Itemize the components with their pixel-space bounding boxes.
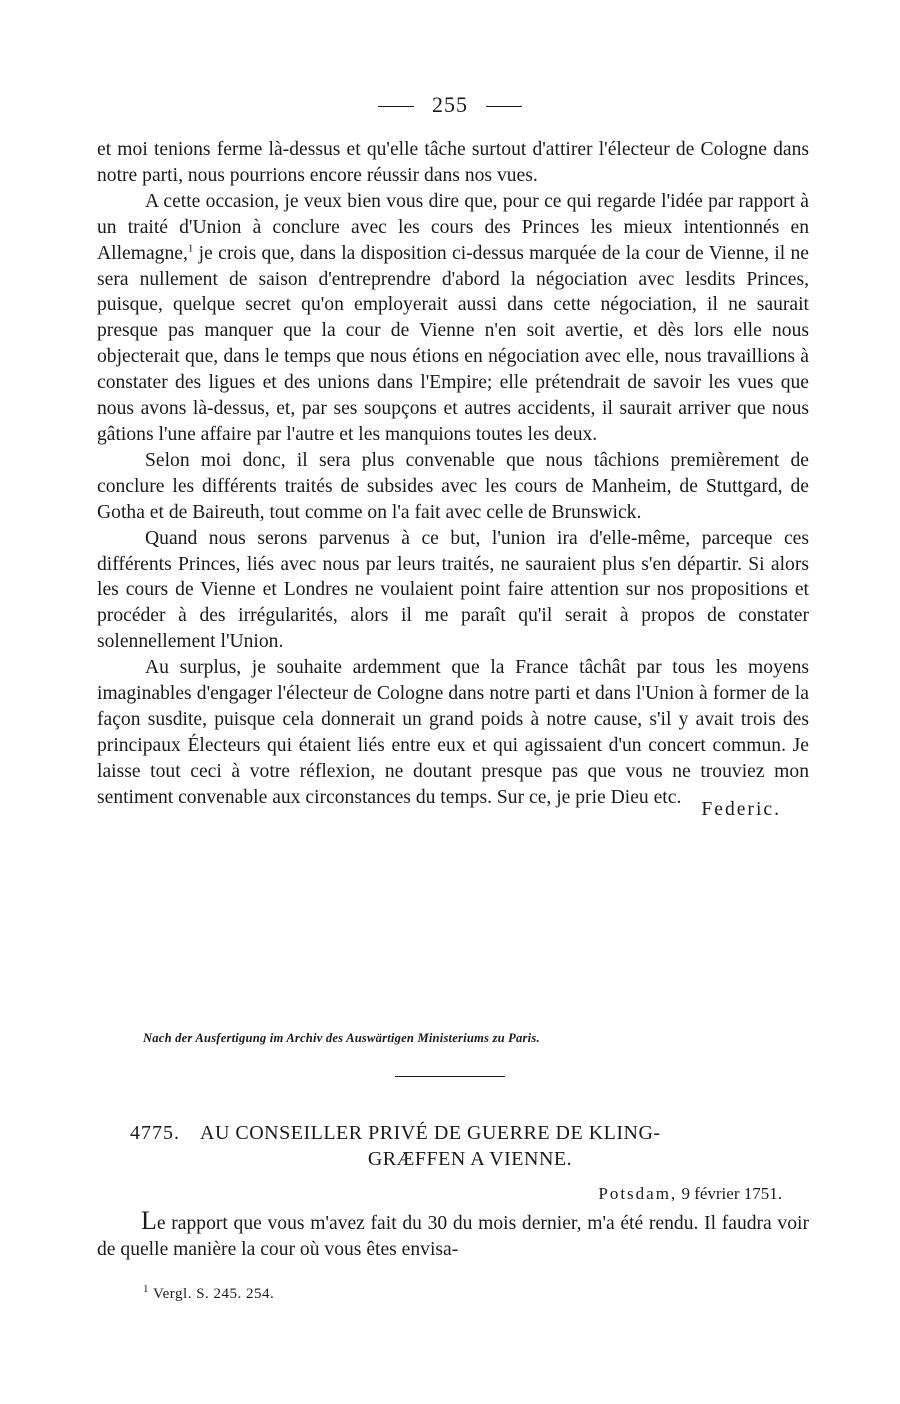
letter-heading xyxy=(130,1120,780,1172)
letter-number: 4775. xyxy=(130,1122,180,1144)
section-divider xyxy=(395,1076,505,1077)
new-letter-paragraph xyxy=(97,1208,809,1263)
paragraph-2-before-note: A cette occasion, je veux bien vous dire que, pour ce qui regarde l'idée par rapport à un traité d'Union à conclure avec les cours des Princes les mieux intentionnés en Allemagne, xyxy=(97,190,809,264)
paragraph-3: Selon moi donc, il sera plus convenable que nous tâchions premièrement de conclure les différents traités de subsides avec les cours de Manheim, de Stuttgard, de Gotha et de Baireuth, tout comme on l'a fait avec celle de Brunswick. xyxy=(97,449,809,523)
paragraph-2-after-note: je crois que, dans la disposition ci-dessus marquée de la cour de Vienne, il ne sera nullement de saison d'entreprendre d'abord la négociation avec lesdits Princes, puisque, quelque secret qu'on employerait aussi dans cette négociation, il ne saurait presque pas manquer que la cour de Vienne n'en soit avertie, et dès lors elle nous objecterait que, dans le temps que nous étions en négociation avec elle, nous travaillions à constater des ligues et des unions dans l'Empire; elle prétendrait de savoir les vues que nous avons là-dessus, et, par ses soupçons et autres accidents, il saurait arriver que nous gâtions l'une affaire par l'autre et les manquions toutes les deux. xyxy=(97,242,809,445)
footnote-reference: 1 xyxy=(187,242,194,255)
paragraph-4: Quand nous serons parvenus à ce but, l'union ira d'elle-même, parceque ces différents Princes, liés avec nous par leurs traités, ne sauraient plus s'en départir. Si alors les cours de Vienne et Londres ne voulaient point faire attention sur nos propositions et procéder à des irrégularités, alors il me paraît qu'il serait à propos de constater solennellement l'Union. xyxy=(97,527,809,653)
signature: Federic. xyxy=(701,798,781,820)
new-letter-body xyxy=(97,1208,809,1263)
dateline-place: Potsdam, xyxy=(598,1184,678,1203)
paragraph-2 xyxy=(97,189,809,448)
footnote-text: Vergl. S. 245. 254. xyxy=(152,1286,275,1302)
dateline xyxy=(598,1184,782,1204)
page-number-text: 255 xyxy=(432,92,468,117)
letter-heading-line-1: AU CONSEILLER PRIVÉ DE GUERRE DE KLING- xyxy=(200,1122,661,1144)
page-number xyxy=(0,92,900,118)
page-number-right-rule xyxy=(486,106,522,107)
footnote xyxy=(143,1283,275,1303)
footnote-marker: 1 xyxy=(143,1283,149,1295)
dropcap: L xyxy=(141,1206,157,1235)
source-note: Nach der Ausfertigung im Archiv des Auswärtigen Ministeriums zu Paris. xyxy=(143,1031,540,1045)
page-number-left-rule xyxy=(378,106,414,107)
dateline-date: 9 février 1751. xyxy=(681,1184,782,1203)
letter-body-text xyxy=(97,137,809,822)
paragraph-1: et moi tenions ferme là-dessus et qu'elle tâche surtout d'attirer l'électeur de Cologne dans notre parti, nous pourrions encore réussir dans nos vues. xyxy=(97,139,809,186)
new-letter-text: e rapport que vous m'avez fait du 30 du mois dernier, m'a été rendu. Il faudra voir de quelle manière la cour où vous êtes envisa- xyxy=(97,1213,809,1260)
paragraph-5: Au surplus, je souhaite ardemment que la France tâchât par tous les moyens imaginables d'engager l'électeur de Cologne dans notre parti et dans l'Union à former de la façon susdite, puisque cela donnerait un grand poids à notre cause, s'il y avait trois des principaux Électeurs qui étaient liés entre eux et qui agissaient d'un concert commun. Je laisse tout ceci à votre réflexion, ne doutant presque pas que vous ne trouviez mon sentiment convenable aux circonstances du temps. Sur ce, je prie Dieu etc. xyxy=(97,657,809,808)
letter-heading-line-2: GRÆFFEN A VIENNE. xyxy=(367,1148,573,1170)
